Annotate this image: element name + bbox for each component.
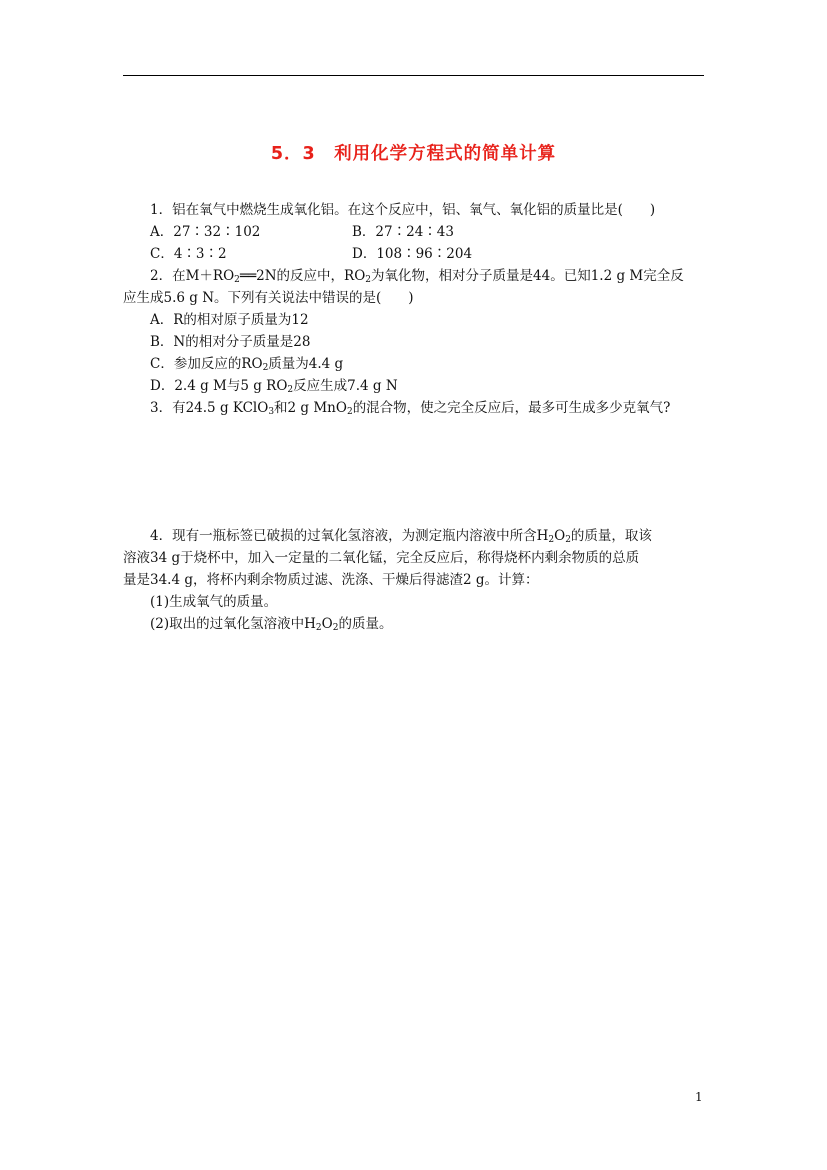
q4-stem-line1: 4．现有一瓶标签已破损的过氧化氢溶液，为测定瓶内溶液中所含$H_2O_2$的质量，取该 bbox=[150, 528, 652, 545]
q4-subquestion-2: (2)取出的过氧化氢溶液中$H_2O_2$的质量。 bbox=[150, 616, 393, 633]
page-title: 5．3 利用化学方程式的简单计算 bbox=[270, 144, 557, 164]
q2-option-b: B．N的相对分子质量是28 bbox=[150, 334, 311, 350]
q1-option-d: D．108∶96∶204 bbox=[352, 246, 473, 262]
q4-subquestion-1: (1)生成氧气的质量。 bbox=[150, 594, 278, 610]
header-rule bbox=[123, 75, 704, 76]
q2-option-a: A．R的相对原子质量为12 bbox=[150, 312, 309, 328]
q2-option-c: C．参加反应的$RO_2$质量为4.4 g bbox=[150, 356, 344, 373]
page-number: 1 bbox=[695, 1090, 703, 1104]
q2-stem-line1: 2．在$M+RO_2══2N$的反应中，$RO_2$为氧化物，相对分子质量是44。已知1.2 g M完全反 bbox=[150, 268, 684, 285]
q2-option-d: D．2.4 g M与5 g $RO_2$反应生成7.4 g N bbox=[150, 378, 398, 395]
q3-stem: 3．有24.5 g KClO$_3$和2 g MnO$_2$的混合物，使之完全反应后，最多可生成多少克氧气? bbox=[150, 400, 671, 417]
q1-option-b: B．27∶24∶43 bbox=[352, 224, 454, 240]
q1-stem: 1．铝在氧气中燃烧生成氧化铝。在这个反应中，铝、氧气、氧化铝的质量比是( ) bbox=[150, 202, 656, 218]
q4-stem-line3: 量是34.4 g，将杯内剩余物质过滤、洗涤、干燥后得滤渣2 g。计算： bbox=[123, 572, 539, 588]
q2-stem-line2: 应生成5.6 g N。下列有关说法中错误的是( ) bbox=[123, 290, 414, 306]
q1-option-a: A．27∶32∶102 bbox=[150, 224, 261, 240]
q1-option-c: C．4∶3∶2 bbox=[150, 246, 227, 262]
q4-stem-line2: 溶液34 g于烧杯中，加入一定量的二氧化锰，完全反应后，称得烧杯内剩余物质的总质 bbox=[123, 550, 640, 566]
